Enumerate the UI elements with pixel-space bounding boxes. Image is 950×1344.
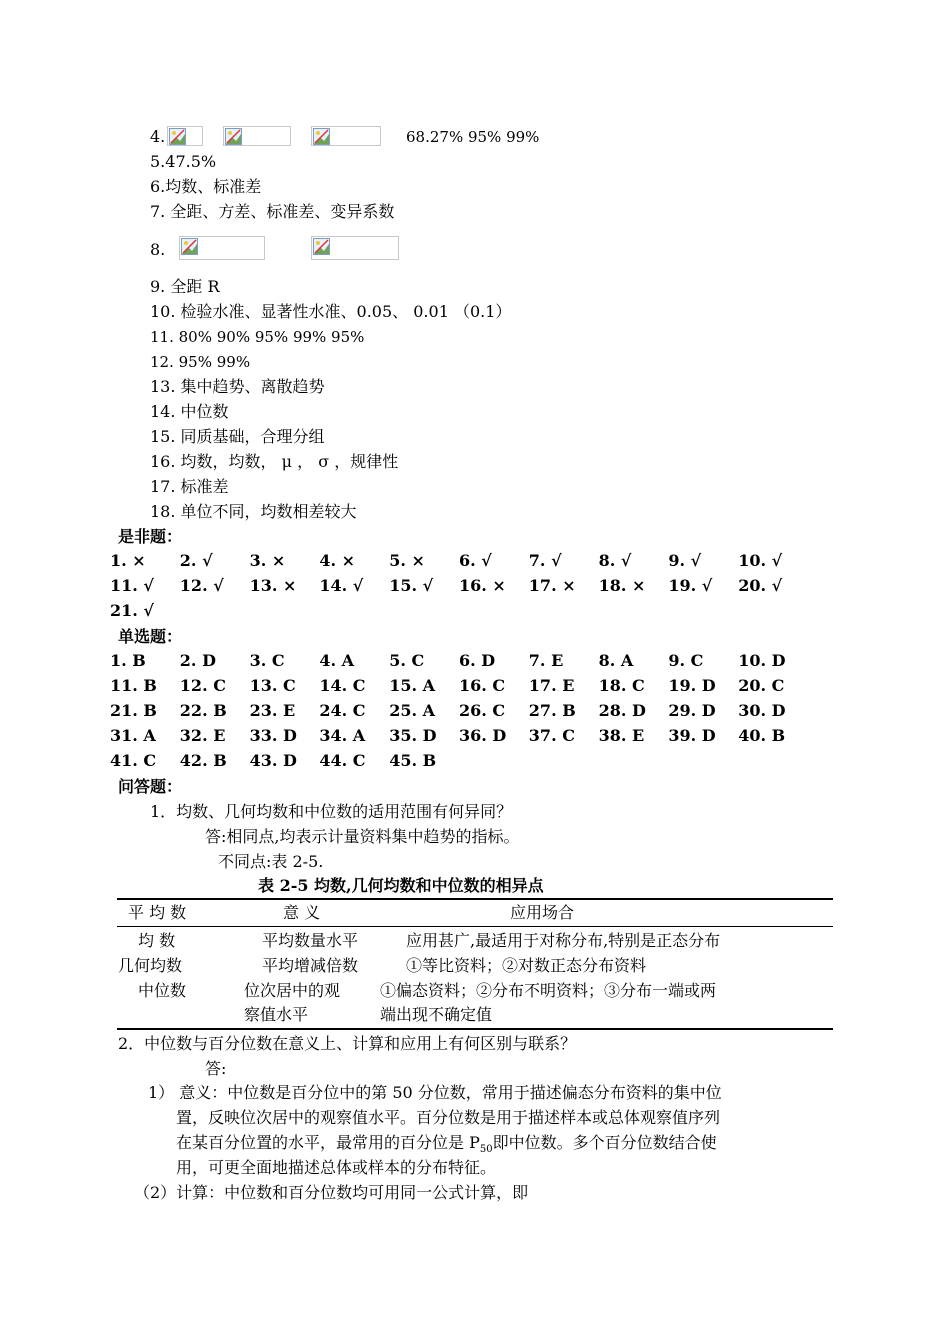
item11: 11. 80% 90% 95% 99% 95%: [150, 328, 365, 346]
question-2: 2．中位数与百分位数在意义上、计算和应用上有何区别与联系？: [118, 1034, 577, 1053]
answer-item: 38. E: [598, 726, 645, 745]
answer-row: [110, 726, 810, 746]
answer-item: 1. B: [110, 651, 146, 670]
q2-paragraph-1-line-2: 置，反映位次居中的观察值水平。百分位数是用于描述样本或总体观察值序列: [176, 1108, 721, 1127]
broken-image-icon: [311, 126, 381, 146]
answer-item: 10. D: [738, 651, 786, 670]
answer-item: 9. √: [668, 551, 702, 570]
answer-item: 27. B: [528, 701, 576, 720]
item7: 7. 全距、方差、标准差、变异系数: [150, 202, 395, 221]
item13: 13. 集中趋势、离散趋势: [150, 377, 325, 396]
answer-item: 40. B: [738, 726, 786, 745]
answer-item: 12. √: [179, 576, 224, 595]
answer-item: 15. √: [389, 576, 434, 595]
answer-item: 35. D: [389, 726, 437, 745]
item12: 12. 95% 99%: [150, 353, 251, 371]
table-cell-meaning: 平均增减倍数: [262, 956, 359, 975]
answer-item: 11. B: [110, 676, 157, 695]
answer-item: 13. ×: [249, 576, 297, 595]
answer-item: 28. D: [598, 701, 646, 720]
answer-item: 16. C: [459, 676, 506, 695]
answer-row: [110, 751, 810, 771]
answer-item: 44. C: [319, 751, 366, 770]
table-header-meaning: 意 义: [283, 903, 321, 922]
answer-item: 15. A: [389, 676, 436, 695]
answer-item: 9. C: [668, 651, 704, 670]
table-cell-meaning: 平均数量水平: [262, 931, 359, 950]
answer-item: 13. C: [249, 676, 296, 695]
item5: 5.47.5%: [150, 152, 217, 171]
question-1: 1．均数、几何均数和中位数的适用范围有何异同？: [150, 802, 513, 821]
answer-item: 4. ×: [319, 551, 356, 570]
question-1-answer-difference: 不同点:表 2-5.: [218, 852, 324, 871]
answer-item: 29. D: [668, 701, 716, 720]
answer-item: 12. C: [179, 676, 226, 695]
answer-item: 21. √: [110, 601, 154, 620]
answer-item: 37. C: [528, 726, 575, 745]
answer-item: 6. √: [459, 551, 492, 570]
answer-item: 39. D: [668, 726, 716, 745]
answer-item: 3. C: [249, 651, 285, 670]
answer-item: 6. D: [459, 651, 496, 670]
item10: 10. 检验水准、显著性水准、0.05、 0.01 （0.1）: [150, 302, 512, 321]
answer-row: [110, 701, 810, 721]
question-1-answer-similarity: 答:相同点,均表示计量资料集中趋势的指标。: [205, 827, 520, 846]
item8-number: 8.: [150, 240, 166, 259]
answer-item: 23. E: [249, 701, 296, 720]
answer-item: 10. √: [738, 551, 783, 570]
answer-item: 3. ×: [249, 551, 286, 570]
item9: 9. 全距 R: [150, 277, 220, 296]
answer-item: 32. E: [179, 726, 226, 745]
table-cell-usage: ①偏态资料；②分布不明资料；③分布一端或两: [380, 981, 717, 1000]
answer-item: 5. ×: [389, 551, 425, 570]
broken-image-icon: [179, 236, 265, 260]
table-header-average: 平 均 数: [128, 903, 187, 922]
answer-row: [110, 576, 810, 596]
item6: 6.均数、标准差: [150, 177, 262, 196]
table-cell-usage: ①等比资料；②对数正态分布资料: [406, 956, 647, 975]
answer-item: 14. √: [319, 576, 364, 595]
answer-item: 30. D: [738, 701, 786, 720]
answer-item: 21. B: [110, 701, 157, 720]
answer-item: 22. B: [179, 701, 227, 720]
question-2-answer-label: 答:: [205, 1059, 227, 1078]
answer-item: 4. A: [319, 651, 355, 670]
answer-item: 19. √: [668, 576, 713, 595]
table-cell-name: 均 数: [138, 931, 176, 950]
table-cell-meaning: 察值水平: [244, 1005, 309, 1024]
p50-subscript: 50: [479, 1144, 493, 1156]
table-cell-usage: 应用甚广,最适用于对称分布,特别是正态分布: [406, 931, 721, 950]
answer-row: [110, 651, 810, 671]
answer-item: 20. √: [738, 576, 783, 595]
answer-item: 34. A: [319, 726, 366, 745]
broken-image-icon: [167, 126, 203, 146]
answer-item: 14. C: [319, 676, 366, 695]
item4-number: 4.: [150, 127, 166, 146]
answer-item: 17. E: [528, 676, 575, 695]
answer-item: 41. C: [110, 751, 157, 770]
item16: 16. 均数，均数， μ ， σ ，规律性: [150, 452, 399, 471]
q2-paragraph-1-line-1: 1） 意义：中位数是百分位中的第 50 分位数，常用于描述偏态分布资料的集中位: [148, 1083, 722, 1102]
q2-text-segment: 即中位数。多个百分位数结合使: [492, 1133, 717, 1152]
answer-item: 16. ×: [459, 576, 506, 595]
item17: 17. 标准差: [150, 477, 229, 496]
item4-values: 68.27% 95% 99%: [406, 128, 540, 146]
table-cell-meaning: 位次居中的观: [244, 981, 341, 1000]
answer-item: 43. D: [249, 751, 297, 770]
answer-item: 17. ×: [528, 576, 576, 595]
item14: 14. 中位数: [150, 402, 229, 421]
table-top-rule: [117, 898, 833, 900]
answer-item: 5. C: [389, 651, 425, 670]
q2-text-segment: 在某百分位置的水平，最常用的百分位是 P: [176, 1133, 480, 1152]
answer-item: 20. C: [738, 676, 785, 695]
answer-item: 7. E: [528, 651, 564, 670]
answer-item: 2. D: [179, 651, 216, 670]
answer-item: 26. C: [459, 701, 506, 720]
table-cell-name: 中位数: [138, 981, 187, 1000]
answer-item: 25. A: [389, 701, 436, 720]
table-bottom-rule: [117, 1028, 833, 1030]
true-false-heading: 是非题：: [118, 527, 183, 546]
table-cell-usage: 端出现不确定值: [380, 1005, 493, 1024]
item18: 18. 单位不同，均数相差较大: [150, 502, 357, 521]
q2-paragraph-1-line-4: 用，可更全面地描述总体或样本的分布特征。: [176, 1158, 497, 1177]
answer-item: 36. D: [459, 726, 507, 745]
item15: 15. 同质基础，合理分组: [150, 427, 325, 446]
answer-row: [110, 676, 810, 696]
answer-item: 31. A: [110, 726, 156, 745]
answer-item: 7. √: [528, 551, 562, 570]
answer-item: 45. B: [389, 751, 437, 770]
answer-row: [110, 551, 810, 571]
table-header-usage: 应用场合: [510, 903, 575, 922]
answer-item: 2. √: [179, 551, 213, 570]
single-choice-heading: 单选题：: [118, 627, 183, 646]
table-caption: 表 2-5 均数,几何均数和中位数的相异点: [258, 876, 544, 895]
answer-item: 18. C: [598, 676, 645, 695]
broken-image-icon: [223, 126, 291, 146]
answer-item: 33. D: [249, 726, 297, 745]
answer-row: [110, 601, 810, 621]
answer-item: 18. ×: [598, 576, 646, 595]
answer-item: 19. D: [668, 676, 716, 695]
qa-heading: 问答题：: [118, 777, 183, 796]
q2-paragraph-2: （2）计算：中位数和百分位数均可用同一公式计算，即: [134, 1183, 529, 1202]
answer-item: 24. C: [319, 701, 366, 720]
table-cell-name: 几何均数: [118, 956, 183, 975]
broken-image-icon: [311, 236, 399, 260]
answer-item: 11. √: [110, 576, 154, 595]
answer-item: 8. A: [598, 651, 634, 670]
table-header-rule: [117, 926, 833, 927]
answer-item: 42. B: [179, 751, 227, 770]
answer-item: 1. ×: [110, 551, 146, 570]
answer-item: 8. √: [598, 551, 632, 570]
